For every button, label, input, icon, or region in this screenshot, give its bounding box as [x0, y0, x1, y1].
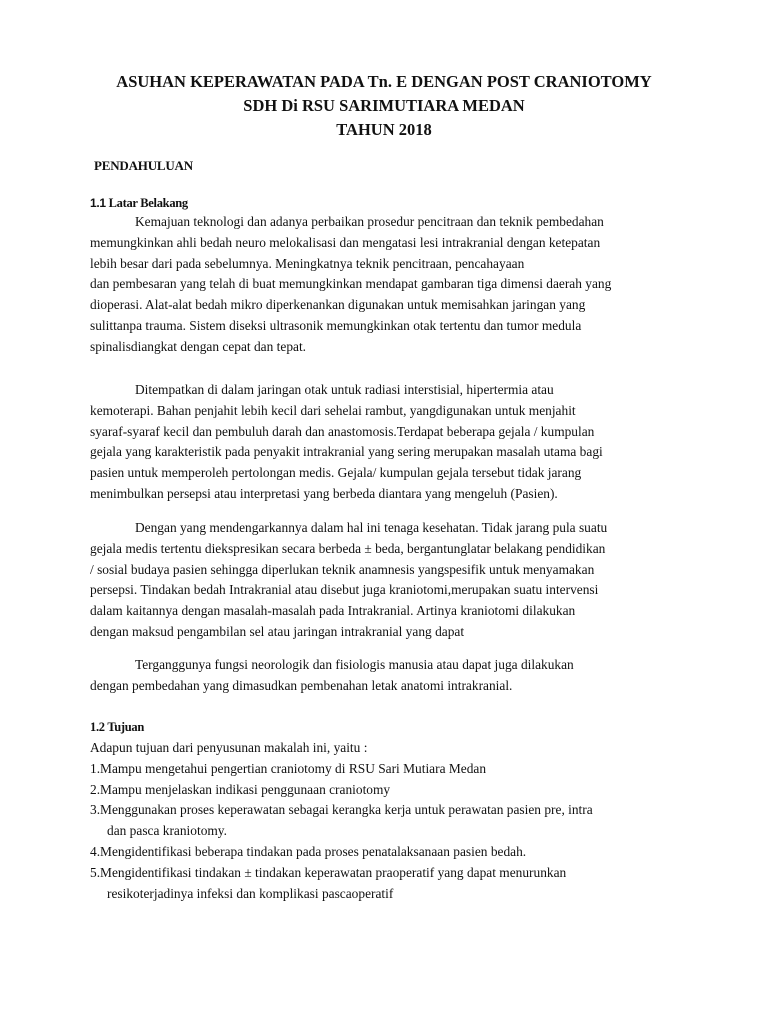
list-item: 1.Mampu mengetahui pengertian craniotomy di RSU Sari Mutiara Medan — [90, 760, 487, 776]
paragraph-line: persepsi. Tindakan bedah Intrakranial atau disebut juga kraniotomi,merupakan suatu intervensi — [90, 582, 599, 598]
paragraph-line: pasien untuk memperoleh pertolongan medis. Gejala/ kumpulan gejala tersebut tidak jarang — [90, 465, 582, 481]
paragraph-line: dan pembesaran yang telah di buat memungkinkan mendapat gambaran tiga dimensi daerah yang — [90, 276, 612, 292]
tujuan-list — [90, 738, 690, 904]
paragraph-line: syaraf-syaraf kecil dan pembuluh darah dan anastomosis.Terdapat beberapa gejala / kumpulan — [90, 423, 595, 439]
list-item-continuation: resikoterjadinya infeksi dan komplikasi pascaoperatif — [107, 885, 394, 901]
paragraph-2 — [90, 380, 690, 505]
pendahuluan-heading: PENDAHULUAN — [94, 158, 193, 173]
paragraph-line: dengan pembedahan yang dimasudkan pembenahan letak anatomi intrakranial. — [90, 677, 513, 693]
paragraph-line: dioperasi. Alat-alat bedah mikro diperkenankan digunakan untuk memisahkan jaringan yang — [90, 297, 586, 313]
paragraph-line: Terganggunya fungsi neorologik dan fisiologis manusia atau dapat juga dilakukan — [135, 657, 574, 672]
title-line-3: TAHUN 2018 — [336, 120, 432, 139]
tujuan-intro: Adapun tujuan dari penyusunan makalah ini, yaitu : — [90, 740, 368, 755]
paragraph-line: dengan maksud pengambilan sel atau jaringan intrakranial yang dapat — [90, 623, 465, 639]
list-item-continuation: dan pasca kraniotomy. — [107, 823, 227, 839]
paragraph-line: lebih besar dari pada sebelumnya. Meningkatnya teknik pencitraan, pencahayaan — [90, 255, 525, 271]
title-line-1: ASUHAN KEPERAWATAN PADA Tn. E DENGAN POST CRANIOTOMY — [116, 72, 652, 91]
paragraph-line: spinalisdiangkat dengan cepat dan tepat. — [90, 338, 307, 354]
paragraph-line: kemoterapi. Bahan penjahit lebih kecil dari sehelai rambut, yangdigunakan untuk menjahit — [90, 402, 576, 418]
list-item: 2.Mampu menjelaskan indikasi penggunaan craniotomy — [90, 781, 391, 797]
paragraph-line: / sosial budaya pasien sehingga diperlukan teknik anamnesis yangspesifik untuk menyamakan — [90, 561, 595, 577]
section-1-2-heading: 1.2 Tujuan — [90, 720, 144, 734]
list-item: 4.Mengidentifikasi beberapa tindakan pada proses penatalaksanaan pasien bedah. — [90, 843, 527, 859]
paragraph-line: sulittanpa trauma. Sistem diseksi ultrasonik memungkinkan otak tertentu dan tumor medula — [90, 317, 582, 333]
document-title — [0, 70, 768, 142]
title-line-2: SDH Di RSU SARIMUTIARA MEDAN — [243, 96, 525, 115]
section-1-1-title: Latar Belakang — [108, 196, 188, 210]
paragraph-1 — [90, 212, 690, 358]
paragraph-line: gejala yang karakteristik pada penyakit intrakranial yang sering merupakan masalah utama bagi — [90, 444, 603, 460]
paragraph-line: Ditempatkan di dalam jaringan otak untuk radiasi interstisial, hipertermia atau — [135, 382, 554, 397]
paragraph-line: dalam kaitannya dengan masalah-masalah pada Intrakranial. Artinya kraniotomi dilakukan — [90, 603, 576, 619]
paragraph-line: gejala medis tertentu diekspresikan secara berbeda ± beda, bergantunglatar belakang pendidikan — [90, 540, 606, 556]
paragraph-4 — [90, 655, 690, 697]
list-item: 3.Menggunakan proses keperawatan sebagai kerangka kerja untuk perawatan pasien pre, intra — [90, 802, 593, 818]
section-1-1-heading — [90, 196, 188, 211]
section-1-1-number: 1.1 — [90, 196, 106, 210]
paragraph-line: Dengan yang mendengarkannya dalam hal ini tenaga kesehatan. Tidak jarang pula suatu — [135, 520, 608, 535]
paragraph-3 — [90, 518, 690, 643]
paragraph-line: menimbulkan persepsi atau interpretasi yang berbeda diantara yang mengeluh (Pasien). — [90, 485, 558, 501]
list-item: 5.Mengidentifikasi tindakan ± tindakan keperawatan praoperatif yang dapat menurunkan — [90, 864, 567, 880]
paragraph-line: Kemajuan teknologi dan adanya perbaikan prosedur pencitraan dan teknik pembedahan — [135, 214, 604, 229]
paragraph-line: memungkinkan ahli bedah neuro melokalisasi dan mengatasi lesi intrakranial dengan ketepatan — [90, 234, 601, 250]
